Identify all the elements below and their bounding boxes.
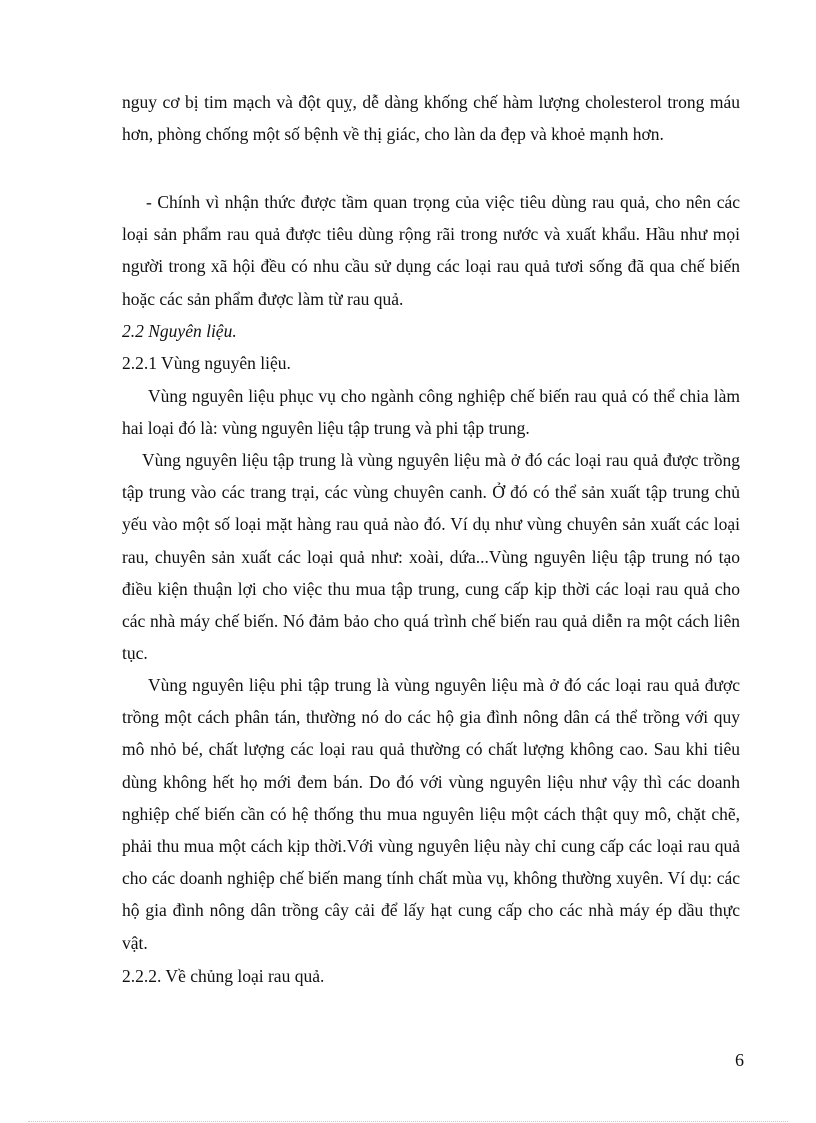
paragraph-dispersed-region: Vùng nguyên liệu phi tập trung là vùng nguyên liệu mà ở đó các loại rau quả được trồng một cách phân tán, thường nó do các hộ gia đình nông dân cá thể trồng với quy mô nhỏ bé, chất lượng các loại rau quả thường có chất lượng không cao. Sau khi tiêu dùng không hết họ mới đem bán. Do đó với vùng nguyên liệu như vậy thì các doanh nghiệp chế biến cần có hệ thống thu mua nguyên liệu một cách thật quy mô, chặt chẽ, phải thu mua một cách kịp thời.Với vùng nguyên liệu này chỉ cung cấp các loại rau quả cho các doanh nghiệp chế biến mang tính chất mùa vụ, không thường xuyên. Ví dụ: các hộ gia đình nông dân trồng cây cải để lấy hạt cung cấp cho các nhà máy ép dầu thực vật. (122, 675, 740, 953)
paragraph-health-benefits: nguy cơ bị tim mạch và đột quỵ, dễ dàng khống chế hàm lượng cholesterol trong máu hơn, phòng chống một số bệnh về thị giác, cho làn da đẹp và khoẻ mạnh hơn. (122, 92, 740, 145)
page-number: 6 (735, 1050, 744, 1070)
footer-divider (28, 1121, 788, 1122)
paragraph-concentrated-region: Vùng nguyên liệu tập trung là vùng nguyên liệu mà ở đó các loại rau quả được trồng tập trung vào các trang trại, các vùng chuyên canh. Ở đó có thể sản xuất tập trung chủ yếu vào một số loại mặt hàng rau quả nào đó. Ví dụ như vùng chuyên sản xuất các loại rau, chuyên sản xuất các loại quả như: xoài, dứa...Vùng nguyên liệu tập trung nó tạo điều kiện thuận lợi cho việc thu mua tập trung, cung cấp kịp thời các loại rau quả cho các nhà máy chế biến. Nó đảm bảo cho quá trình chế biến rau quả diễn ra một cách liên tục. (122, 450, 740, 664)
heading-2-2-1: 2.2.1 Vùng nguyên liệu. (122, 353, 291, 373)
heading-2-2: 2.2 Nguyên liệu. (122, 321, 237, 341)
paragraph-consumption: - Chính vì nhận thức được tầm quan trọng của việc tiêu dùng rau quả, cho nên các loại sản phẩm rau quả được tiêu dùng rộng rãi trong nước và xuất khẩu. Hầu như mọi người trong xã hội đều có nhu cầu sử dụng các loại rau quả tươi sống đã qua chế biến hoặc các sản phẩm được làm từ rau quả. (122, 192, 740, 309)
heading-2-2-2: 2.2.2. Về chủng loại rau quả. (122, 966, 325, 986)
paragraph-material-regions: Vùng nguyên liệu phục vụ cho ngành công nghiệp chế biến rau quả có thể chia làm hai loại đó là: vùng nguyên liệu tập trung và phi tập trung. (122, 386, 740, 439)
